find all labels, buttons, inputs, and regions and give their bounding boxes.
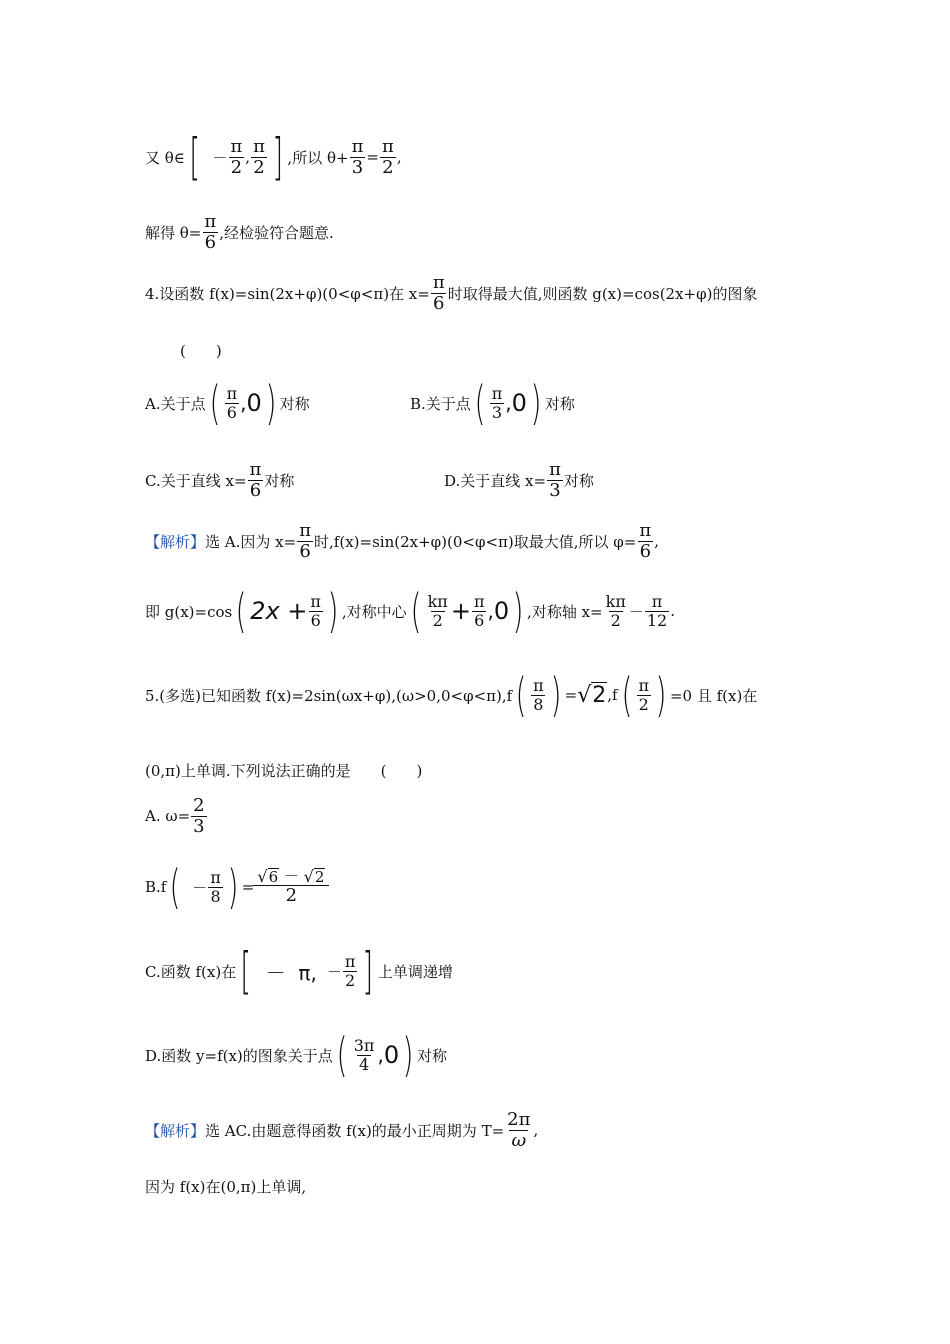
expression: 2x + — [250, 597, 308, 625]
option-4c — [145, 460, 294, 501]
text: ,经检验符合题意. — [219, 223, 334, 242]
zero: 0 — [383, 1041, 400, 1069]
text: ,对称中心 — [341, 602, 407, 621]
fraction: √ 6 － √ 2 2 — [255, 868, 327, 906]
text: 5.(多选)已知函数 f(x)=2sin(ωx+φ),(ω>0,0<φ<π),f — [145, 686, 513, 705]
minus: － — [628, 602, 644, 621]
fraction: $\frac{\pi}{2}$ — [638, 675, 650, 714]
fraction: $\frac{\pi}{2}$ — [344, 951, 356, 990]
right-paren: ) — [550, 668, 562, 722]
comma: , — [396, 148, 402, 166]
right-paren: ) — [530, 376, 542, 430]
fraction: $\frac{\pi}{6}$ — [310, 591, 321, 630]
option-4d — [444, 460, 594, 501]
option-5c — [145, 942, 453, 1000]
text: 对称 — [544, 394, 575, 413]
left-bracket: [ — [189, 128, 201, 186]
text: 对称 — [563, 471, 594, 490]
minus: － — [279, 867, 304, 886]
left-bracket: [ — [240, 942, 252, 1000]
question-4-stem — [145, 273, 757, 314]
fraction: $\frac{\pi}{6}$ — [432, 272, 445, 314]
text: 即 g(x)=cos — [145, 602, 233, 621]
text: 对称 — [417, 1046, 448, 1065]
fraction: $\frac{\pi}{3}$ — [491, 383, 503, 422]
equals: = — [366, 148, 379, 166]
text: ,f — [607, 686, 618, 704]
solution-4-line-1 — [145, 521, 659, 562]
zero: 0 — [246, 389, 262, 417]
sqrt-icon: √ — [303, 866, 314, 886]
minus: － — [326, 962, 342, 981]
text: 解得 θ= — [145, 223, 202, 242]
comma: , — [377, 1043, 384, 1067]
text: =0 且 f(x)在 — [669, 686, 758, 705]
fraction: $\frac{\pi}{3}$ — [351, 135, 364, 178]
text: 4.设函数 f(x)=sin(2x+φ)(0<φ<π)在 x= — [145, 284, 430, 303]
fraction: $\frac{\pi}{2}$ — [230, 135, 243, 178]
analysis-tag: 【解析】 — [145, 532, 206, 551]
zero: 0 — [511, 389, 527, 417]
text: ,对称轴 x= — [527, 602, 603, 621]
right-paren: ) — [227, 860, 239, 914]
fraction: $\frac{\pi}{8}$ — [533, 675, 544, 714]
right-paren: ) — [512, 584, 524, 638]
text: A. ω= — [145, 807, 191, 826]
minus-pi: － π, — [265, 960, 317, 985]
period: . — [670, 602, 675, 620]
option-4a — [145, 376, 310, 430]
left-paren: ( — [621, 668, 632, 722]
radicand: 2 — [592, 683, 607, 708]
fraction: $\frac{\pi}{6}$ — [226, 383, 238, 422]
text: 又 θ∈ — [145, 148, 185, 167]
text: 选 AC.由题意得函数 f(x)的最小正周期为 T= — [205, 1121, 505, 1140]
left-paren: ( — [515, 668, 527, 722]
text: D.关于直线 x= — [444, 471, 547, 490]
text: C.关于直线 x= — [145, 471, 247, 490]
text: 对称 — [279, 394, 310, 413]
fraction: $\frac{\pi}{2}$ — [381, 135, 394, 178]
right-paren: ) — [402, 1028, 414, 1082]
comma: , — [505, 391, 512, 415]
solution-5-line-2 — [145, 1176, 306, 1197]
text: C.函数 f(x)在 — [145, 962, 237, 981]
solution-4-line-2 — [145, 584, 675, 638]
left-paren: ( — [336, 1028, 348, 1082]
comma: , — [533, 1121, 539, 1140]
fraction: $\frac{\pi}{6}$ — [204, 211, 217, 253]
fraction: $\frac{2}{3}$ — [193, 795, 205, 837]
comma: , — [240, 391, 247, 415]
solution-5-line-1 — [145, 1110, 538, 1151]
left-paren: ( — [474, 376, 486, 430]
comma: , — [245, 148, 251, 166]
option-5d — [145, 1028, 448, 1082]
radicand: 2 — [314, 867, 325, 886]
sqrt-icon: √ — [577, 682, 592, 708]
text: ,所以 θ+ — [287, 148, 349, 167]
text: 对称 — [264, 471, 295, 490]
minus: － — [212, 148, 228, 167]
question-4-blank — [180, 340, 222, 361]
fraction: $\frac{\pi}{2}$ — [253, 135, 265, 178]
fraction: $\frac{k\pi}{2}$ — [605, 591, 626, 630]
right-bracket: ] — [272, 128, 284, 186]
text: A.关于点 — [145, 394, 206, 413]
left-paren: ( — [235, 584, 247, 638]
text: (0,π)上单调.下列说法正确的是 ( ) — [145, 762, 423, 780]
question-5-stem-2 — [145, 760, 422, 781]
fraction: $\frac{\pi}{3}$ — [549, 459, 561, 501]
left-paren: ( — [209, 376, 220, 430]
option-4b — [410, 376, 575, 430]
text: 选 A.因为 x= — [205, 532, 297, 551]
text: 时取得最大值,则函数 g(x)=cos(2x+φ)的图象 — [447, 284, 758, 303]
line-theta-range — [145, 128, 402, 186]
equals: = — [241, 878, 255, 896]
sqrt-icon: √ — [257, 866, 268, 886]
text: 时,f(x)=sin(2x+φ)(0<φ<π)取最大值,所以 φ= — [314, 532, 637, 551]
question-5-stem — [145, 668, 758, 722]
comma: , — [487, 599, 494, 623]
right-paren: ) — [327, 584, 339, 638]
minus: － — [192, 878, 208, 897]
text: 上单调递增 — [377, 962, 453, 981]
right-paren: ) — [655, 668, 667, 722]
text: D.函数 y=f(x)的图象关于点 — [145, 1046, 333, 1065]
analysis-tag: 【解析】 — [145, 1121, 206, 1140]
text: 因为 f(x)在(0,π)上单调, — [145, 1178, 307, 1196]
plus: + — [450, 597, 471, 625]
fraction: $\frac{\pi}{6}$ — [249, 459, 262, 501]
text: B.关于点 — [410, 394, 471, 413]
left-paren: ( — [169, 860, 181, 914]
fraction: $\frac{3\pi}{4}$ — [353, 1035, 375, 1074]
right-paren: ) — [265, 376, 277, 430]
line-theta-solution — [145, 212, 334, 253]
fraction: $\frac{\pi}{6}$ — [639, 520, 652, 562]
option-5b — [145, 860, 328, 914]
text: , — [654, 532, 659, 551]
fraction: $\frac{k\pi}{2}$ — [427, 591, 448, 630]
left-paren: ( — [410, 584, 422, 638]
fraction: $\frac{\pi}{12}$ — [646, 591, 668, 630]
answer-blank: ( ) — [180, 342, 222, 360]
fraction: $\frac{\pi}{6}$ — [473, 591, 485, 630]
right-bracket: ] — [362, 942, 374, 1000]
option-5a — [145, 796, 208, 837]
fraction: $\frac{\pi}{6}$ — [299, 520, 312, 562]
equals: = — [564, 686, 578, 704]
fraction: $\frac{\pi}{8}$ — [210, 867, 221, 906]
text: B.f — [145, 878, 167, 896]
zero: 0 — [493, 597, 510, 625]
radicand: 6 — [268, 867, 279, 886]
fraction: $\frac{2\pi}{\omega}$ — [507, 1109, 531, 1151]
